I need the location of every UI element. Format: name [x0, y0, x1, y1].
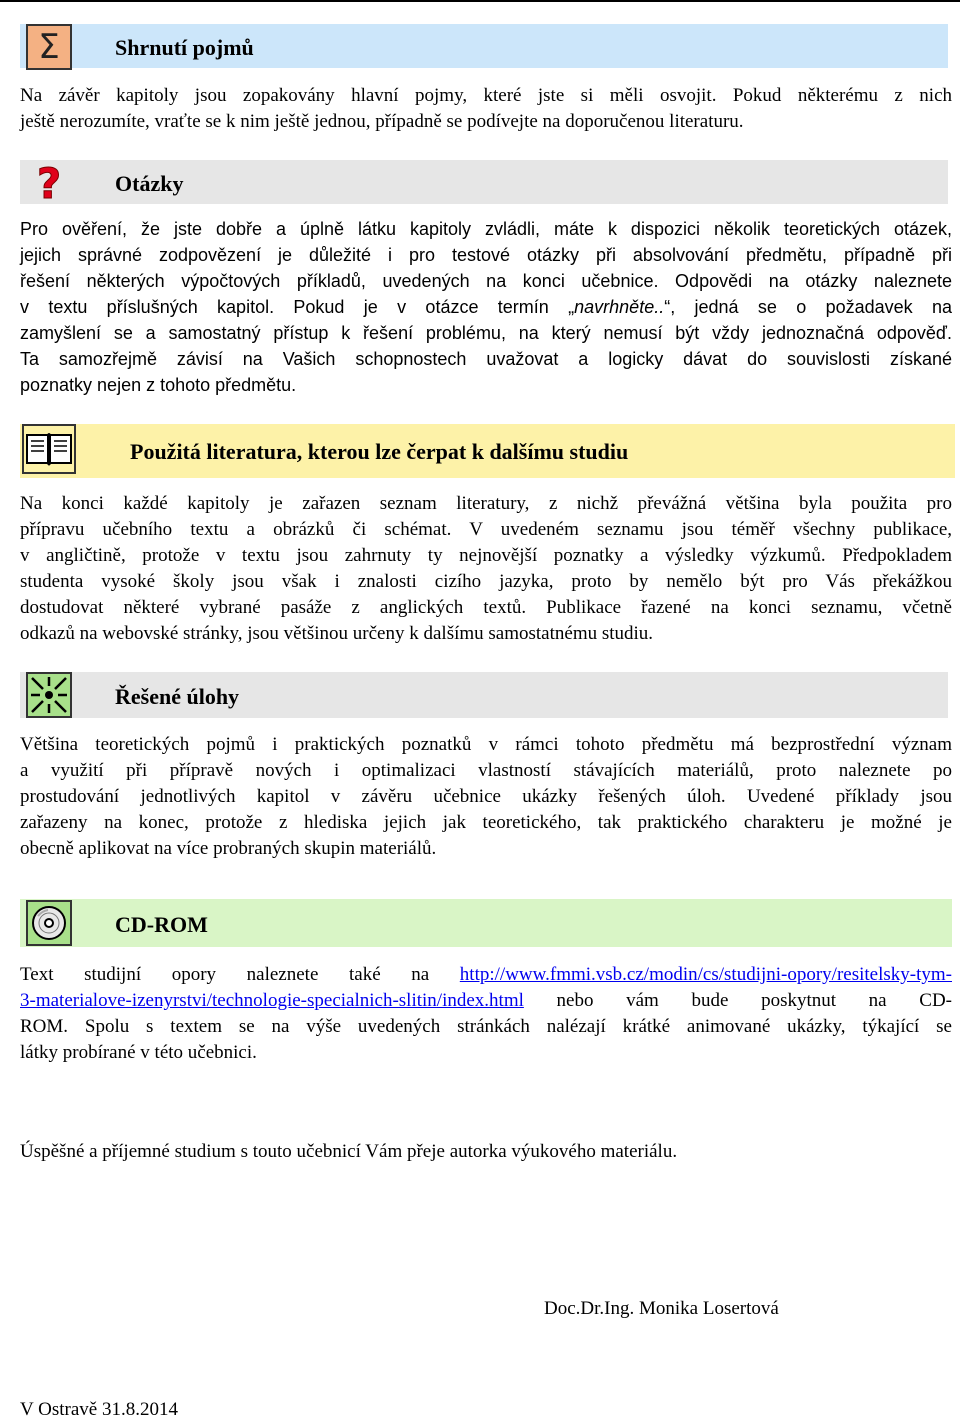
svg-text:?: ?	[36, 160, 62, 204]
solved-line: zařazeny na konec, protože z hlediska jejich jak teoretického, tak praktického charakteru je možné je	[20, 812, 952, 833]
cdrom-line: ROM. Spolu s textem se na výše uvedených stránkách nalézají krátké animované ukázky, týkající se	[20, 1016, 952, 1037]
questions-banner	[20, 160, 948, 204]
top-rule	[0, 0, 960, 2]
questions-line-end: “, jedná se o požadavek na	[664, 297, 952, 317]
summary-text	[20, 83, 952, 135]
questions-title: Otázky	[115, 171, 184, 196]
cd-icon	[26, 900, 72, 946]
author-name: Doc.Dr.Ing. Monika Losertová	[544, 1298, 779, 1319]
cdrom-prefix: Text studijní opory naleznete také na	[20, 964, 460, 985]
questions-line: Ta samozřejmě závisí na Vašich schopnostech uvažovat a logicky dávat do souvislosti získané	[20, 349, 952, 369]
cdrom-suffix: nebo vám bude poskytnut na CD-	[523, 990, 952, 1011]
questions-line: zamyšlení se a samostatný přístup k řešení problému, na který nemusí být vždy jednoznačná odpověď.	[20, 323, 952, 343]
solved-line: prostudování jednotlivých kapitol v závěru učebnice ukázky řešených úloh. Uvedené příklady jsou	[20, 786, 952, 807]
cdrom-line: látky probírané v této učebnici.	[20, 1042, 257, 1063]
solved-line: Většina teoretických pojmů i praktických poznatků v rámci tohoto předmětu má bezprostřední význam	[20, 734, 952, 755]
summary-line: ještě nerozumíte, vraťte se k nim ještě jednou, případně se podívejte na doporučenou literaturu.	[20, 111, 744, 132]
place-date: V Ostravě 31.8.2014	[20, 1399, 178, 1420]
questions-line: poznatky nejen z tohoto předmětu.	[20, 375, 297, 395]
cdrom-banner	[20, 899, 952, 947]
cdrom-link-part2[interactable]: 3-materialove-izenyrstvi/technologie-specialnich-slitin/index.html	[20, 990, 524, 1011]
solved-text	[20, 732, 952, 862]
questions-line: jejich správné zodpovězení je důležité i pro testové otázky při absolvování předmětu, případně při	[20, 245, 952, 265]
arrows-converge-icon	[26, 672, 72, 718]
literature-line: Na konci každé kapitoly je zařazen seznam literatury, z nichž převážná většina byla použita pro	[20, 493, 952, 514]
literature-text	[20, 491, 952, 647]
questions-line: řešení některých výpočtových příkladů, uvedených na konci učebnice. Odpovědi na otázky naleznete	[20, 271, 952, 291]
literature-line: odkazů na webovské stránky, jsou většinou určeny k dalšímu samostatnému studiu.	[20, 623, 654, 644]
questions-line-start: v textu příslušných kapitol. Pokud je v otázce termín „	[20, 297, 575, 317]
literature-line: dostudovat některé vybrané pasáže z anglických textů. Publikace řazené na konci seznamu, včetně	[20, 597, 952, 618]
term-navrhnete: navrhněte..	[574, 297, 665, 317]
cdrom-line-2	[20, 988, 952, 1014]
questions-line-with-term	[20, 294, 952, 320]
question-icon	[26, 160, 72, 204]
summary-title: Shrnutí pojmů	[115, 35, 254, 60]
cdrom-line-1	[20, 962, 952, 988]
solved-line: obecně aplikovat na více probraných skupin materiálů.	[20, 838, 437, 859]
solved-line: a využití při přípravě nových i optimalizaci vlastností stávajících materiálů, proto naleznete po	[20, 760, 952, 781]
cdrom-title: CD-ROM	[115, 912, 208, 937]
questions-line: Pro ověření, že jste dobře a úplně látku kapitoly zvládli, máte k dispozici několik teoretických otázek,	[20, 219, 952, 239]
solved-banner	[20, 672, 948, 718]
literature-line: studenta vysoké školy jsou však i znalosti cizího jazyka, proto by nemělo být pro Vás překážkou	[20, 571, 952, 592]
closing-wish: Úspěšné a příjemné studium s touto učebnicí Vám přeje autorka výukového materiálu.	[20, 1141, 678, 1162]
literature-title: Použitá literatura, kterou lze čerpat k dalšímu studiu	[130, 439, 629, 464]
cdrom-link-part1[interactable]: http://www.fmmi.vsb.cz/modin/cs/studijni-opory/resitelsky-tym-	[459, 964, 952, 985]
solved-title: Řešené úlohy	[115, 684, 240, 709]
literature-line: přípravu učebního textu a obrázků či schémat. V uvedeném seznamu jsou téměř všechny publikace,	[20, 519, 952, 540]
summary-banner	[20, 24, 948, 68]
cdrom-text	[20, 962, 952, 1066]
literature-line: v angličtině, protože v textu jsou zahrnuty ty nejnovější poznatky a výsledky výzkumů. Předpokladem	[20, 545, 952, 566]
literature-banner	[20, 424, 955, 478]
book-icon	[22, 424, 76, 474]
questions-text	[20, 216, 952, 398]
sigma-icon: Σ	[26, 24, 72, 70]
summary-line: Na závěr kapitoly jsou zopakovány hlavní pojmy, které jste si měli osvojit. Pokud některému z nich	[20, 85, 952, 106]
